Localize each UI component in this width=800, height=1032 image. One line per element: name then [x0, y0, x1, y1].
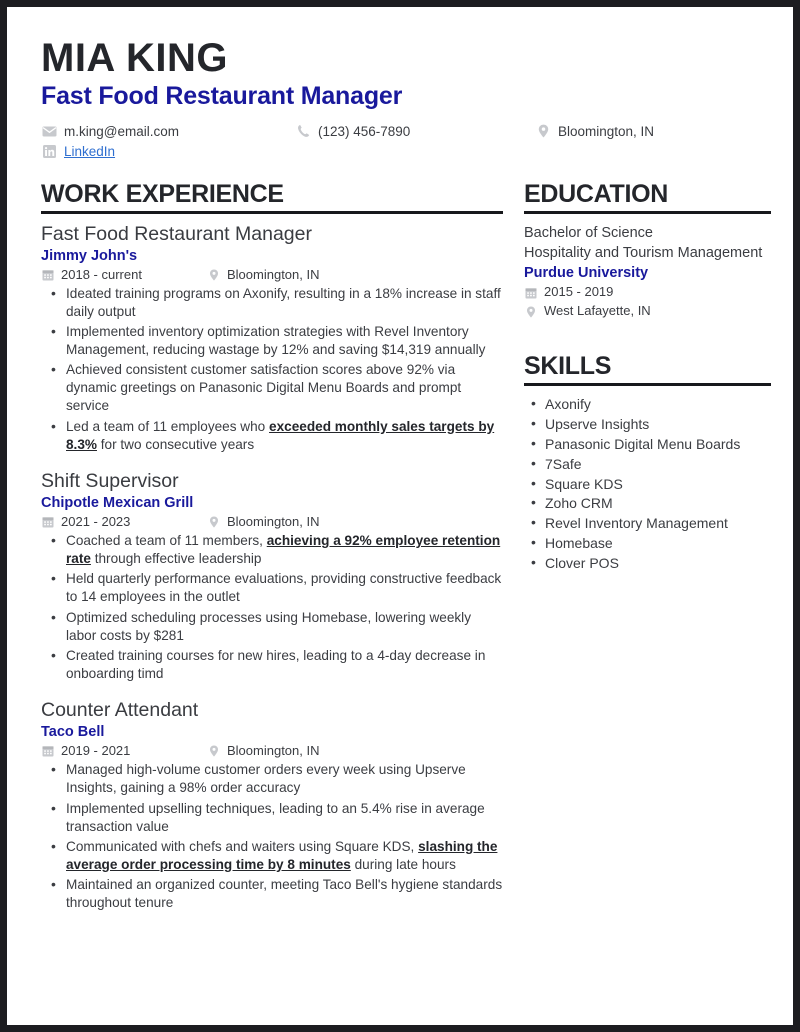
calendar-icon [41, 744, 55, 758]
skill-item: • Square KDS [524, 475, 771, 495]
job-location [207, 267, 320, 282]
education-degree: Bachelor of Science [524, 224, 653, 241]
job-dates-text: 2019 - 2021 [61, 743, 131, 759]
education-field: Hospitality and Tourism Management [524, 244, 763, 261]
job-title: Fast Food Restaurant Manager [41, 222, 312, 245]
job-entry [41, 470, 503, 683]
map-pin-icon [207, 268, 221, 282]
candidate-headline: Fast Food Restaurant Manager [41, 82, 403, 110]
job-title: Shift Supervisor [41, 469, 179, 492]
bullet-item: • Held quarterly performance evaluations, providing constructive feedback to 14 employees in the outlet [41, 570, 503, 606]
education-block [524, 181, 771, 322]
job-meta [41, 514, 503, 529]
bullet-item: • Achieved consistent customer satisfaction scores above 92% via dynamic greetings on Panasonic Digital Menu Boards and prompt service [41, 361, 503, 415]
resume-page [7, 7, 793, 1025]
education-section-title: EDUCATION [524, 179, 669, 208]
skills-list [524, 395, 771, 574]
contact-phone[interactable] [295, 124, 535, 139]
job-entry [41, 699, 503, 912]
job-dates [41, 743, 207, 758]
work-section-rule [41, 211, 503, 214]
contact-row-secondary [41, 144, 759, 159]
bullet-item: • Maintained an organized counter, meeting Taco Bell's hygiene standards throughout tenure [41, 876, 503, 912]
skill-item: • Zoho CRM [524, 494, 771, 514]
education-location-text: West Lafayette, IN [544, 303, 651, 319]
skill-item: • Panasonic Digital Menu Boards [524, 435, 771, 455]
resume-body [41, 179, 763, 915]
bullet-item: • Coached a team of 11 members, achieving a 92% employee retention rate through effective leadership [41, 532, 503, 568]
skills-section-rule [524, 383, 771, 386]
contact-location [535, 124, 654, 139]
map-pin-icon [207, 515, 221, 529]
bullet-item: • Led a team of 11 employees who exceeded monthly sales targets by 8.3% for two consecutive years [41, 418, 503, 454]
job-location [207, 743, 320, 758]
calendar-icon [41, 515, 55, 529]
skill-item: • Revel Inventory Management [524, 514, 771, 534]
job-bullets [41, 761, 503, 912]
education-location [524, 302, 771, 321]
work-section-title: WORK EXPERIENCE [41, 179, 284, 208]
job-location-text: Bloomington, IN [227, 514, 320, 530]
bullet-item: • Implemented inventory optimization strategies with Revel Inventory Management, reducing wastage by 12% and saving $14,319 annually [41, 323, 503, 359]
education-dates-text: 2015 - 2019 [544, 284, 614, 300]
left-column [41, 181, 503, 915]
bullet-item: • Optimized scheduling processes using Homebase, lowering weekly labor costs by $281 [41, 609, 503, 645]
job-entry [41, 223, 503, 454]
envelope-icon [41, 124, 57, 139]
job-title: Counter Attendant [41, 698, 199, 721]
bullet-item: • Ideated training programs on Axonify, resulting in a 18% increase in staff daily output [41, 285, 503, 321]
contact-email[interactable] [41, 124, 295, 139]
contact-phone-text: (123) 456-7890 [318, 123, 411, 139]
job-dates-text: 2018 - current [61, 267, 142, 283]
bullet-item: • Implemented upselling techniques, leading to an 5.4% rise in average transaction value [41, 800, 503, 836]
skill-item: • Clover POS [524, 554, 771, 574]
skill-item: • Axonify [524, 395, 771, 415]
bullet-highlight: slashing the average order processing time by 8 minutes [66, 838, 498, 872]
education-section-rule [524, 211, 771, 214]
job-bullets [41, 532, 503, 683]
job-meta [41, 743, 503, 758]
job-location-text: Bloomington, IN [227, 743, 320, 759]
bullet-highlight: achieving a 92% employee retention rate [66, 533, 501, 567]
skills-block [524, 353, 771, 574]
map-pin-icon [207, 744, 221, 758]
job-company: Taco Bell [41, 724, 105, 741]
calendar-icon [41, 268, 55, 282]
job-location [207, 514, 320, 529]
job-location-text: Bloomington, IN [227, 267, 320, 283]
phone-icon [295, 124, 311, 139]
skill-item: • 7Safe [524, 455, 771, 475]
bullet-highlight: exceeded monthly sales targets by 8.3% [66, 418, 495, 452]
column-gap [503, 181, 524, 915]
job-company: Chipotle Mexican Grill [41, 495, 194, 512]
bullet-item: • Communicated with chefs and waiters using Square KDS, slashing the average order processing time by 8 minutes during late hours [41, 838, 503, 874]
education-dates [524, 283, 771, 302]
bullet-item: • Created training courses for new hires, leading to a 4-day decrease in onboarding timd [41, 647, 503, 683]
job-company: Jimmy John's [41, 247, 138, 264]
contact-location-text: Bloomington, IN [558, 123, 655, 139]
resume-header [41, 37, 759, 159]
job-bullets [41, 285, 503, 454]
right-column [524, 181, 771, 915]
contact-email-text: m.king@email.com [64, 123, 179, 139]
job-meta [41, 267, 503, 282]
skill-item: • Upserve Insights [524, 415, 771, 435]
job-dates-text: 2021 - 2023 [61, 514, 131, 530]
map-pin-icon [535, 124, 551, 139]
contact-linkedin-text[interactable]: LinkedIn [64, 143, 116, 159]
map-pin-icon [524, 305, 538, 319]
education-school: Purdue University [524, 264, 649, 281]
skills-section-title: SKILLS [524, 352, 612, 381]
skill-item: • Homebase [524, 534, 771, 554]
contact-linkedin[interactable] [41, 144, 115, 159]
bullet-item: • Managed high-volume customer orders every week using Upserve Insights, gaining a 98% order accuracy [41, 761, 503, 797]
contact-row-primary [41, 124, 759, 139]
linkedin-icon [41, 144, 57, 159]
work-jobs-list [41, 223, 503, 913]
calendar-icon [524, 286, 538, 300]
job-dates [41, 514, 207, 529]
job-dates [41, 267, 207, 282]
candidate-name: MIA KING [41, 36, 228, 80]
